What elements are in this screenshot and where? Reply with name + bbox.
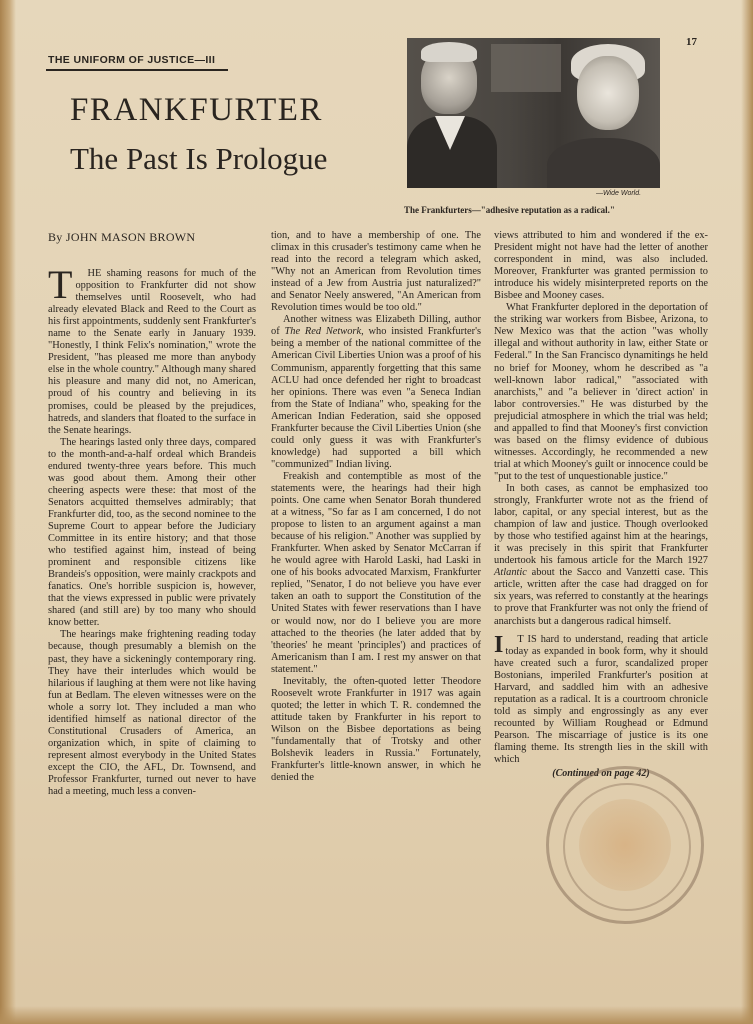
paragraph: What Frankfurter deplored in the deportation of the striking war workers from Bisbee, Arizona, to New Mexico was that the action "was wholly illegal and without authority in law, either State or Federal." In the San Francisco dynamitings he held no brief for Mooney, whom he described as "a well-known labor radical," "associated with anarchists," and "a believer in 'direct action' in labor controversies." He was disturbed by the prejudicial atmosphere in which the trial was held; and appalled to find that Mooney's first conviction was based on the flimsy evidence of dubious witnesses. Accordingly, he recommended a new trial at which Mooney's guilt or innocence could be "put to the test of unquestionable justice." [494, 302, 708, 482]
paragraph: tion, and to have a membership of one. The climax in this crusader's testimony came when he read into the record a telegram which asked, "Why not an American from Revolution times instead of a Jew from Austria just naturalized?" and Senator Neely answered, "An American from Revolution times would be too old." [271, 230, 481, 314]
frankfurters-photo [407, 38, 660, 188]
photo-background-shelf [491, 44, 561, 92]
paragraph-text: T IS hard to understand, reading that article today as expanded in book form, why it should have created such a furor, scandalized proper Bostonians, imperiled Frankfurter's position at Harvard, and saddled him with an adhesive reputation as a radical. It is a courtroom chronicle told as simply and engrossingly as any ever recounted by William Roughead or Edmund Pearson. The miscarriage of justice is its one flaming theme. Its strength lies in the skill with which [494, 633, 708, 766]
paragraph [271, 314, 481, 471]
byline: By JOHN MASON BROWN [48, 230, 196, 244]
paragraph [48, 262, 256, 437]
article-column-3 [494, 230, 708, 780]
photo-man-hair [421, 42, 477, 62]
series-rule [46, 69, 228, 71]
paragraph: The hearings make frightening reading today because, though presumably a blemish on the past, they have a sickeningly contemporary ring. They have their interludes which would be hilarious if laughing at them were not like having fun at Bedlam. The eleven witnesses were on the whole a sorry lot. They included a man who identified himself as national director of the Constitutional Crusaders of America, an organization which, in spite of claiming to represent almost everybody in the United States except the CIO, the AFL, Dr. Townsend, and Professor Frankfurter, turned out never to have had a meeting, much less a conven- [48, 629, 256, 798]
paragraph [494, 483, 708, 628]
paragraph: views attributed to him and wondered if the ex-President might not have had the letter of another correspondent in mind, was also included. Moreover, Frankfurter was granted permission to introduce his widely misinterpreted reports on the Bisbee and Mooney cases. [494, 230, 708, 302]
series-title: THE UNIFORM OF JUSTICE—III [48, 54, 216, 66]
page-edge-right [741, 0, 753, 1024]
article-column-1 [48, 262, 256, 798]
paragraph-text: , who insisted Frankfurter's being a member of the national committee of the American Civil Liberties Union was a proof of his Communism, apparently forgetting that this same ACLU had once defended her right to broadcast her opinions. There was even "a Seneca Indian from the State of Indiana" who, speaking for the American Indian Federation, said she opposed Frankfurter because the Civil Liberties Union (she could only guess it was with Frankfurter's knowledge) had supported a bill which "communized" Indian living. [271, 326, 481, 470]
paragraph-text: In both cases, as cannot be emphasized too strongly, Frankfurter wrote not as the friend of labor, capital, or any special interest, but as the champion of law and justice. Though overlooked by those who testified against him at the hearings, it was precisely in this spirit that Frankfurter undertook his famous article for the March 1927 [494, 482, 708, 567]
subheadline: The Past Is Prologue [70, 141, 328, 176]
drop-cap: T [48, 262, 73, 307]
photo-credit: —Wide World. [596, 190, 642, 197]
photo-caption: The Frankfurters—"adhesive reputation as a radical." [404, 205, 615, 215]
drop-cap: I [494, 631, 504, 658]
paragraph: Inevitably, the often-quoted letter Theodore Roosevelt wrote Frankfurter in 1917 was again quoted; the letter in which T. R. condemned the attitude taken by Frankfurter in his report to Wilson on the Bisbee deportations as being "fundamentally that of Trotsky and other Bolshevik leaders in Russia." Fortunately, Frankfurter's little-known answer, in which he denied the [271, 675, 481, 784]
page-number: 17 [686, 36, 697, 48]
book-title: The Red Network [284, 326, 362, 338]
headline: FRANKFURTER [70, 92, 323, 128]
paragraph-text: Another witness was Elizabeth Dilling, author of [271, 314, 481, 338]
continued-note: (Continued on page 42) [552, 768, 650, 780]
paragraph-text: about the Sacco and Vanzetti case. This article, written after the case had dragged on for six years, was referred to constantly at the hearings to prove that Frankfurter was not only the friend of anarchists but a dangerous radical himself. [494, 567, 708, 627]
paragraph: Freakish and contemptible as most of the statements were, the hearings had their high points. One came when Senator Borah thundered at a witness, "So far as I am concerned, I do not propose to listen to an argument against a man because of his religion." Another was supplied by Frankfurter. When asked by Senator McCarran if he would agree with Harold Laski, had Laski in one of his books advocated Marxism, Frankfurter replied, "Senator, I do not believe you have ever taken an oath to support the Constitution of the United States with fewer reservations than I have or would now, nor do I believe you are more attached to the theories (he later added that by 'theories' he meant 'principles') and practices of Americanism than I am. I rest my answer on that statement." [271, 470, 481, 675]
page-edge-bottom [0, 1006, 753, 1024]
paragraph [494, 631, 708, 767]
library-stamp [546, 766, 704, 924]
article-column-2 [271, 230, 481, 784]
paragraph-text: HE shaming reasons for much of the opposition to Frankfurter did not show themselves until Roosevelt, who had already elevated Black and Reed to the Court as his first appointments, suddenly sent Frankfurter's name to the Senate early in January 1939. "Honestly, I think Felix's nomination," wrote the President, "has pleased me more than anybody else in the whole country." Although many shared his pleasure and many did not, no American, proud of his country and believing in its promises, could be pleased by the prejudices, hatreds, and slanders that floated to the surface in the Senate hearings. [48, 268, 256, 436]
magazine-title: Atlantic [494, 567, 527, 579]
page-edge-left [0, 0, 16, 1024]
paragraph: The hearings lasted only three days, compared to the month-and-a-half ordeal which Brandeis endured twenty-three years before. This much was good about them. Among their other cheering aspects were these: that most of the Senators acquitted themselves admirably; that Frankfurter did, too, as the second nominee to the Supreme Court to appear before the Judiciary Committee in its entire history; and that those who testified against him, instead of being prominent and responsible citizens like Brandeis's opposition, were mainly crackpots and fanatics. One's horrible suspicion is, however, that the views expressed in public were privately shared (and still are) by too many who should know better. [48, 436, 256, 629]
photo-woman-body [547, 138, 660, 188]
photo-woman-head [577, 56, 639, 130]
